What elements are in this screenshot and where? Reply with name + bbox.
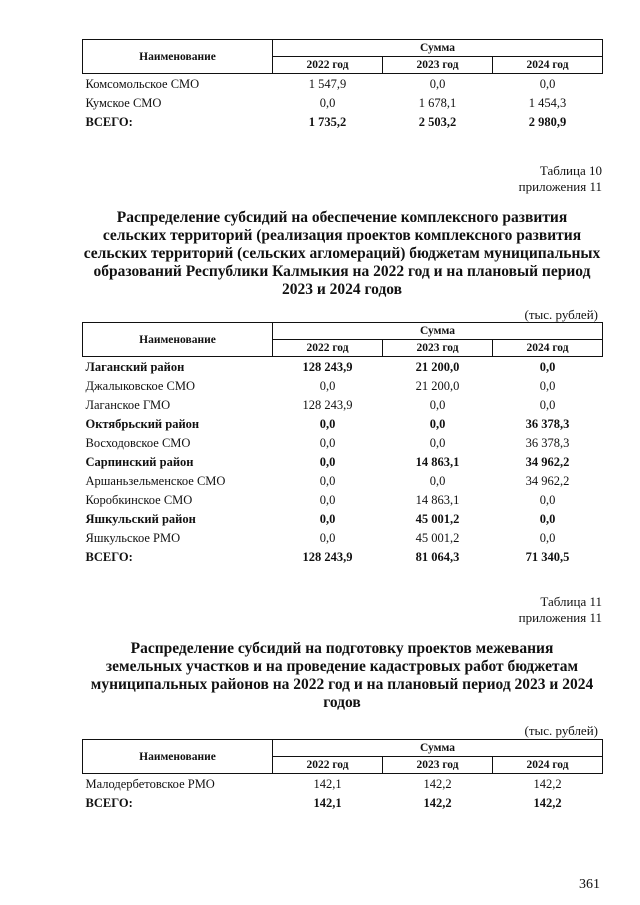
table10-units: (тыс. рублей) bbox=[524, 307, 598, 322]
header-sum: Сумма bbox=[273, 740, 603, 757]
table-row bbox=[83, 93, 603, 112]
row-name: Кумское СМО bbox=[85, 95, 162, 110]
table11-reference bbox=[519, 594, 602, 626]
table-row bbox=[83, 528, 603, 547]
table-row bbox=[83, 376, 603, 395]
header-name: Наименование bbox=[83, 323, 273, 357]
row-value-2022: 1 735,2 bbox=[308, 114, 347, 129]
table11-title bbox=[82, 640, 602, 712]
row-value-2022: 128 243,9 bbox=[302, 359, 353, 374]
table-row bbox=[83, 414, 603, 433]
row-value-2024: 34 962,2 bbox=[525, 454, 570, 469]
row-value-2022: 0,0 bbox=[319, 435, 336, 450]
row-value-2024: 0,0 bbox=[539, 378, 556, 393]
row-name: Малодербетовское РМО bbox=[85, 776, 215, 791]
row-value-2022: 128 243,9 bbox=[302, 549, 353, 564]
row-name: Коробкинское СМО bbox=[85, 492, 193, 507]
header-year-2022: 2022 год bbox=[273, 340, 383, 357]
row-value-2023: 0,0 bbox=[429, 435, 446, 450]
row-value-2023: 0,0 bbox=[429, 397, 446, 412]
header-year-2023: 2023 год bbox=[383, 57, 493, 74]
row-value-2024: 71 340,5 bbox=[525, 549, 570, 564]
title-line: Распределение субсидий на обеспечение комплексного развития bbox=[116, 209, 568, 226]
row-value-2022: 0,0 bbox=[319, 416, 336, 431]
row-value-2022: 0,0 bbox=[319, 454, 336, 469]
header-sum: Сумма bbox=[273, 40, 603, 57]
table-row bbox=[83, 547, 603, 566]
table-row bbox=[83, 471, 603, 490]
row-name: Лаганский район bbox=[85, 359, 185, 374]
table10-ref-line1: Таблица 10 bbox=[539, 163, 602, 178]
row-value-2023: 142,2 bbox=[423, 776, 452, 791]
row-name: ВСЕГО: bbox=[85, 549, 133, 564]
table10 bbox=[82, 322, 603, 566]
row-value-2024: 1 454,3 bbox=[528, 95, 567, 110]
row-value-2022: 0,0 bbox=[319, 511, 336, 526]
row-value-2023: 142,2 bbox=[423, 795, 452, 810]
row-name: Джалыковское СМО bbox=[85, 378, 196, 393]
title-line: сельских территорий (сельских агломераций) бюджетам муниципальных bbox=[83, 245, 601, 262]
row-value-2022: 128 243,9 bbox=[302, 397, 353, 412]
row-value-2024: 0,0 bbox=[539, 511, 556, 526]
header-year-2024: 2024 год bbox=[493, 340, 603, 357]
header-year-2024: 2024 год bbox=[493, 57, 603, 74]
row-value-2023: 0,0 bbox=[429, 416, 446, 431]
header-year-2023: 2023 год bbox=[383, 757, 493, 774]
table-row bbox=[83, 793, 603, 812]
row-value-2023: 0,0 bbox=[429, 76, 446, 91]
row-value-2023: 45 001,2 bbox=[415, 511, 460, 526]
header-year-2023: 2023 год bbox=[383, 340, 493, 357]
row-value-2023: 21 200,0 bbox=[415, 378, 460, 393]
row-value-2022: 1 547,9 bbox=[308, 76, 347, 91]
row-value-2024: 0,0 bbox=[539, 530, 556, 545]
row-value-2023: 2 503,2 bbox=[418, 114, 457, 129]
row-value-2024: 0,0 bbox=[539, 397, 556, 412]
table-row bbox=[83, 774, 603, 794]
header-sum: Сумма bbox=[273, 323, 603, 340]
row-value-2022: 0,0 bbox=[319, 95, 336, 110]
row-value-2024: 142,2 bbox=[533, 776, 562, 791]
title-line: образований Республики Калмыкия на 2022 год и на плановый период bbox=[93, 263, 591, 280]
row-value-2024: 0,0 bbox=[539, 359, 556, 374]
row-value-2024: 34 962,2 bbox=[525, 473, 570, 488]
row-value-2022: 0,0 bbox=[319, 492, 336, 507]
header-year-2022: 2022 год bbox=[273, 57, 383, 74]
row-value-2022: 0,0 bbox=[319, 473, 336, 488]
row-name: Яшкульское РМО bbox=[85, 530, 181, 545]
row-name: Лаганское ГМО bbox=[85, 397, 171, 412]
table-row bbox=[83, 433, 603, 452]
table10-title bbox=[82, 209, 602, 299]
row-value-2023: 0,0 bbox=[429, 473, 446, 488]
title-line: сельских территорий (реализация проектов комплексного развития bbox=[102, 227, 582, 244]
row-value-2023: 81 064,3 bbox=[415, 549, 460, 564]
table-row bbox=[83, 452, 603, 471]
row-value-2024: 2 980,9 bbox=[528, 114, 567, 129]
title-line: 2023 и 2024 годов bbox=[281, 281, 403, 298]
title-line: Распределение субсидий на подготовку проектов межевания bbox=[130, 640, 554, 657]
row-name: ВСЕГО: bbox=[85, 795, 133, 810]
row-value-2022: 0,0 bbox=[319, 378, 336, 393]
table-row bbox=[83, 509, 603, 528]
page-number: 361 bbox=[579, 877, 600, 892]
row-value-2024: 36 378,3 bbox=[525, 416, 570, 431]
row-name: Комсомольское СМО bbox=[85, 76, 200, 91]
row-value-2023: 14 863,1 bbox=[415, 454, 460, 469]
row-name: Октябрьский район bbox=[85, 416, 200, 431]
row-name: Восходовское СМО bbox=[85, 435, 191, 450]
title-line: земельных участков и на проведение кадастровых работ бюджетам bbox=[105, 658, 579, 675]
title-line: муниципальных районов на 2022 год и на плановый период 2023 и 2024 bbox=[90, 676, 594, 693]
table-row bbox=[83, 395, 603, 414]
row-name: Аршаньзельменское СМО bbox=[85, 473, 226, 488]
row-value-2023: 45 001,2 bbox=[415, 530, 460, 545]
row-value-2022: 142,1 bbox=[313, 795, 342, 810]
table-row bbox=[83, 490, 603, 509]
row-value-2023: 14 863,1 bbox=[415, 492, 460, 507]
table11-units: (тыс. рублей) bbox=[524, 723, 598, 738]
row-value-2022: 142,1 bbox=[313, 776, 342, 791]
table-top-continuation bbox=[82, 39, 603, 131]
row-value-2024: 36 378,3 bbox=[525, 435, 570, 450]
table-row bbox=[83, 74, 603, 94]
table10-ref-line2: приложения 11 bbox=[518, 179, 602, 194]
table-row bbox=[83, 112, 603, 131]
table10-reference bbox=[519, 163, 602, 195]
row-value-2024: 142,2 bbox=[533, 795, 562, 810]
header-name: Наименование bbox=[83, 40, 273, 74]
table11 bbox=[82, 739, 603, 812]
row-name: ВСЕГО: bbox=[85, 114, 133, 129]
row-value-2024: 0,0 bbox=[539, 492, 556, 507]
title-line: годов bbox=[323, 694, 361, 711]
row-value-2023: 21 200,0 bbox=[415, 359, 460, 374]
table11-ref-line2: приложения 11 bbox=[518, 610, 602, 625]
table11-ref-line1: Таблица 11 bbox=[540, 594, 602, 609]
row-name: Яшкульский район bbox=[85, 511, 196, 526]
row-value-2024: 0,0 bbox=[539, 76, 556, 91]
row-name: Сарпинский район bbox=[85, 454, 194, 469]
row-value-2023: 1 678,1 bbox=[418, 95, 457, 110]
header-name: Наименование bbox=[83, 740, 273, 774]
table-row bbox=[83, 357, 603, 377]
header-year-2022: 2022 год bbox=[273, 757, 383, 774]
header-year-2024: 2024 год bbox=[493, 757, 603, 774]
row-value-2022: 0,0 bbox=[319, 530, 336, 545]
